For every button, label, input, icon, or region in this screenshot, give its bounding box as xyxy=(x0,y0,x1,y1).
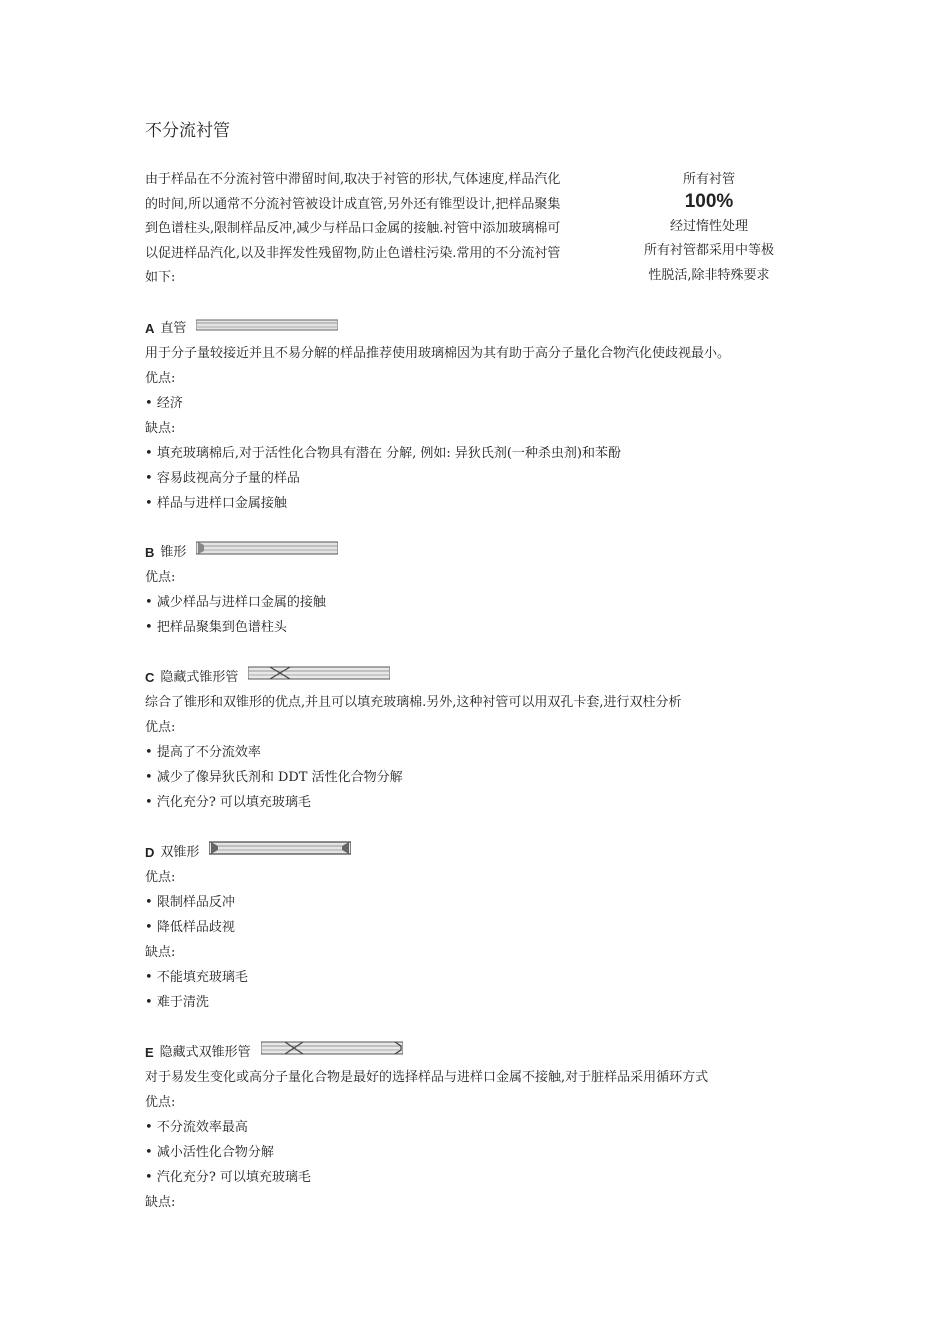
side-line: 性脱活,除非特殊要求 xyxy=(648,267,770,283)
side-line: 经过惰性处理 xyxy=(669,218,748,234)
list-item: • 汽化充分? 可以填充玻璃毛 xyxy=(145,790,825,815)
section-letter: A xyxy=(145,321,155,336)
intro-line: 以促进样品汽化,以及非挥发性残留物,防止色谱柱污染.常用的不分流衬管 xyxy=(145,245,561,261)
straight-liner-image xyxy=(196,319,338,331)
pros-label: 优点: xyxy=(145,371,176,386)
list-item: • 汽化充分? 可以填充玻璃毛 xyxy=(145,1165,825,1190)
cons-label: 缺点: xyxy=(145,1195,176,1210)
section-name: 隐藏式锥形管 xyxy=(160,670,239,685)
section-name: 隐藏式双锥形管 xyxy=(159,1045,251,1060)
section-e xyxy=(145,1040,825,1215)
tapered-liner-image xyxy=(196,541,338,555)
list-item: • 把样品聚集到色谱柱头 xyxy=(145,615,825,640)
list-item: • 难于清洗 xyxy=(145,990,825,1015)
page-title: 不分流衬管 xyxy=(145,121,230,141)
list-item: • 提高了不分流效率 xyxy=(145,740,825,765)
side-note xyxy=(624,168,794,288)
pros-label: 优点: xyxy=(145,570,176,585)
cons-label: 缺点: xyxy=(145,945,176,960)
side-label: 所有衬管 xyxy=(682,172,735,187)
recessed-double-taper-liner-image xyxy=(261,1041,403,1055)
list-item: • 减少了像异狄氏剂和 DDT 活性化合物分解 xyxy=(145,765,825,790)
side-line: 所有衬管都采用中等极 xyxy=(643,243,774,258)
intro-line: 的时间,所以通常不分流衬管被设计成直管,另外还有锥型设计,把样品聚集 xyxy=(145,196,561,212)
cons-label: 缺点: xyxy=(145,421,176,436)
section-letter: B xyxy=(145,545,155,560)
list-item: • 减小活性化合物分解 xyxy=(145,1140,825,1165)
list-item: • 经济 xyxy=(145,391,825,416)
pros-label: 优点: xyxy=(145,870,176,885)
section-d xyxy=(145,840,825,1015)
list-item: • 降低样品歧视 xyxy=(145,915,825,940)
section-letter: C xyxy=(145,670,155,685)
intro-paragraph xyxy=(145,168,607,291)
intro-line: 由于样品在不分流衬管中滞留时间,取决于衬管的形状,气体速度,样品汽化 xyxy=(145,172,561,187)
intro-line: 如下: xyxy=(145,270,176,285)
section-description: 用于分子量较接近并且不易分解的样品推荐使用玻璃棉因为其有助于高分子量化合物汽化使歧视最小。 xyxy=(145,346,731,361)
list-item: • 限制样品反冲 xyxy=(145,890,825,915)
pros-label: 优点: xyxy=(145,1095,176,1110)
list-item: • 样品与进样口金属接触 xyxy=(145,491,825,516)
list-item: • 不分流效率最高 xyxy=(145,1115,825,1140)
list-item: • 不能填充玻璃毛 xyxy=(145,965,825,990)
pros-label: 优点: xyxy=(145,720,176,735)
list-item: • 容易歧视高分子量的样品 xyxy=(145,466,825,491)
section-description: 综合了锥形和双锥形的优点,并且可以填充玻璃棉.另外,这种衬管可以用双孔卡套,进行双柱分析 xyxy=(145,695,682,710)
section-letter: D xyxy=(145,845,155,860)
double-taper-liner-image xyxy=(209,841,351,855)
section-name: 直管 xyxy=(160,321,187,336)
section-letter: E xyxy=(145,1045,154,1060)
intro-line: 到色谱柱头,限制样品反冲,减少与样品口金属的接触.衬管中添加玻璃棉可 xyxy=(145,221,561,236)
section-b xyxy=(145,540,825,640)
section-name: 锥形 xyxy=(160,545,187,560)
list-item: • 填充玻璃棉后,对于活性化合物具有潜在 分解, 例如: 异狄氏剂(一种杀虫剂)和苯酚 xyxy=(145,441,825,466)
section-a xyxy=(145,316,825,516)
section-description: 对于易发生变化或高分子量化合物是最好的选择样品与进样口金属不接触,对于脏样品采用循环方式 xyxy=(145,1070,709,1085)
section-c xyxy=(145,665,825,815)
side-percentage: 100% xyxy=(684,190,734,212)
list-item: • 减少样品与进样口金属的接触 xyxy=(145,590,825,615)
recessed-tapered-liner-image xyxy=(248,666,390,680)
section-name: 双锥形 xyxy=(160,845,200,860)
